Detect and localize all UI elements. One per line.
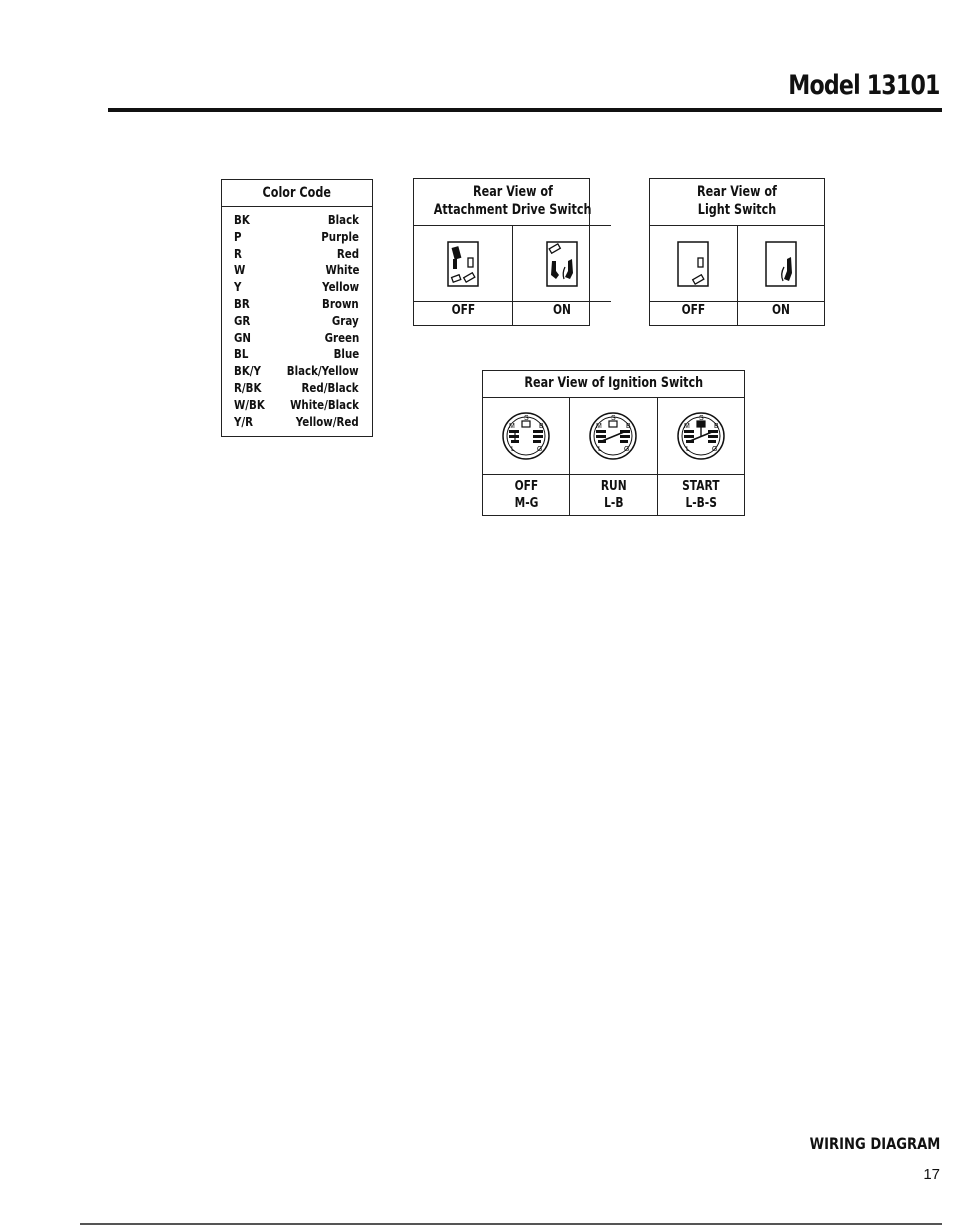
color-code-abbrev: BL bbox=[234, 346, 249, 362]
color-code-row bbox=[222, 363, 372, 380]
color-code-name: Blue bbox=[333, 346, 359, 362]
terminal-label: S bbox=[698, 415, 704, 422]
switch-off-icon bbox=[447, 241, 479, 287]
switch-off-icon bbox=[677, 241, 709, 287]
color-code-abbrev: R/BK bbox=[234, 379, 262, 395]
color-code-name: Red/Black bbox=[301, 379, 359, 395]
light-switch-off-label: OFF bbox=[681, 303, 706, 318]
color-code-name: Black bbox=[327, 212, 359, 227]
attachment-switch-on-label: ON bbox=[512, 302, 611, 325]
terminal-label: G bbox=[624, 446, 630, 453]
model-title: Model 13101 bbox=[788, 70, 940, 101]
color-code-table bbox=[221, 179, 373, 437]
terminal-label: B bbox=[713, 423, 719, 430]
terminal-label: B bbox=[539, 423, 544, 430]
color-code-title: Color Code bbox=[222, 180, 372, 207]
light-switch-box bbox=[649, 178, 825, 326]
color-code-abbrev: BK/Y bbox=[234, 363, 261, 379]
terminal-label: L bbox=[511, 446, 516, 453]
attachment-switch-title: Rear View of Attachment Drive Switch bbox=[414, 179, 611, 226]
attachment-switch-off-diagram bbox=[414, 226, 512, 301]
color-code-row bbox=[222, 279, 372, 296]
section-title: WIRING DIAGRAM bbox=[809, 1134, 940, 1153]
color-code-name: White/Black bbox=[290, 396, 359, 412]
terminal-label: G bbox=[711, 446, 718, 453]
ignition-off-label: OFF M-G bbox=[514, 479, 539, 511]
ignition-switch-icon bbox=[676, 411, 726, 461]
ignition-switch-box bbox=[482, 370, 745, 516]
attachment-drive-switch-box bbox=[413, 178, 590, 326]
ignition-switch-title: Rear View of Ignition Switch bbox=[483, 371, 744, 398]
ignition-start-label: START L-B-S bbox=[657, 475, 744, 515]
color-code-row bbox=[222, 212, 372, 229]
color-code-row bbox=[222, 246, 372, 263]
color-code-row bbox=[222, 397, 372, 414]
color-code-row bbox=[222, 330, 372, 347]
color-code-name: White bbox=[325, 262, 359, 278]
light-switch-on-diagram bbox=[737, 226, 825, 301]
switch-on-icon bbox=[765, 241, 797, 287]
color-code-name: Yellow bbox=[322, 279, 359, 295]
color-code-row bbox=[222, 346, 372, 363]
color-code-abbrev: BK bbox=[234, 212, 250, 227]
ignition-run-label: RUN L-B bbox=[569, 475, 656, 515]
color-code-name: Gray bbox=[332, 312, 359, 328]
color-code-row bbox=[222, 414, 372, 431]
color-code-abbrev: Y/R bbox=[234, 413, 254, 429]
color-code-name: Yellow/Red bbox=[296, 413, 359, 429]
header-rule bbox=[108, 108, 942, 112]
ignition-switch-icon bbox=[501, 411, 551, 461]
light-switch-title: Rear View of Light Switch bbox=[650, 179, 824, 226]
color-code-row bbox=[222, 380, 372, 397]
color-code-name: Black/Yellow bbox=[287, 363, 359, 379]
color-code-rows bbox=[222, 207, 372, 430]
footer-rule bbox=[80, 1223, 942, 1225]
color-code-abbrev: GN bbox=[234, 329, 252, 345]
color-code-row bbox=[222, 296, 372, 313]
attachment-switch-on-diagram bbox=[512, 226, 611, 301]
color-code-name: Purple bbox=[321, 228, 359, 244]
ignition-off-diagram bbox=[483, 398, 569, 474]
terminal-label: L bbox=[598, 446, 603, 453]
light-switch-off-diagram bbox=[650, 226, 737, 301]
terminal-label: M bbox=[509, 423, 515, 430]
color-code-abbrev: R bbox=[234, 245, 242, 261]
color-code-name: Green bbox=[324, 329, 359, 345]
page-number: 17 bbox=[923, 1166, 940, 1183]
color-code-abbrev: GR bbox=[234, 312, 251, 328]
color-code-name: Red bbox=[336, 245, 359, 261]
color-code-row bbox=[222, 229, 372, 246]
color-code-row bbox=[222, 262, 372, 279]
color-code-name: Brown bbox=[322, 295, 359, 311]
attachment-switch-off-label: OFF bbox=[451, 303, 475, 318]
color-code-abbrev: BR bbox=[234, 295, 250, 311]
ignition-switch-icon bbox=[588, 411, 638, 461]
ignition-start-diagram bbox=[657, 398, 744, 474]
color-code-abbrev: P bbox=[234, 228, 242, 244]
terminal-label: B bbox=[626, 423, 632, 430]
terminal-label: G bbox=[537, 446, 543, 453]
light-switch-on-label: ON bbox=[737, 302, 825, 325]
ignition-run-diagram bbox=[569, 398, 656, 474]
switch-on-icon bbox=[546, 241, 578, 287]
terminal-label: M bbox=[683, 423, 690, 430]
color-code-abbrev: W/BK bbox=[234, 396, 265, 412]
terminal-label: M bbox=[596, 423, 603, 430]
color-code-abbrev: Y bbox=[234, 279, 242, 295]
terminal-label: L bbox=[685, 446, 690, 453]
color-code-row bbox=[222, 313, 372, 330]
terminal-label: S bbox=[611, 415, 617, 422]
color-code-abbrev: W bbox=[234, 262, 246, 278]
terminal-label: S bbox=[524, 415, 529, 422]
